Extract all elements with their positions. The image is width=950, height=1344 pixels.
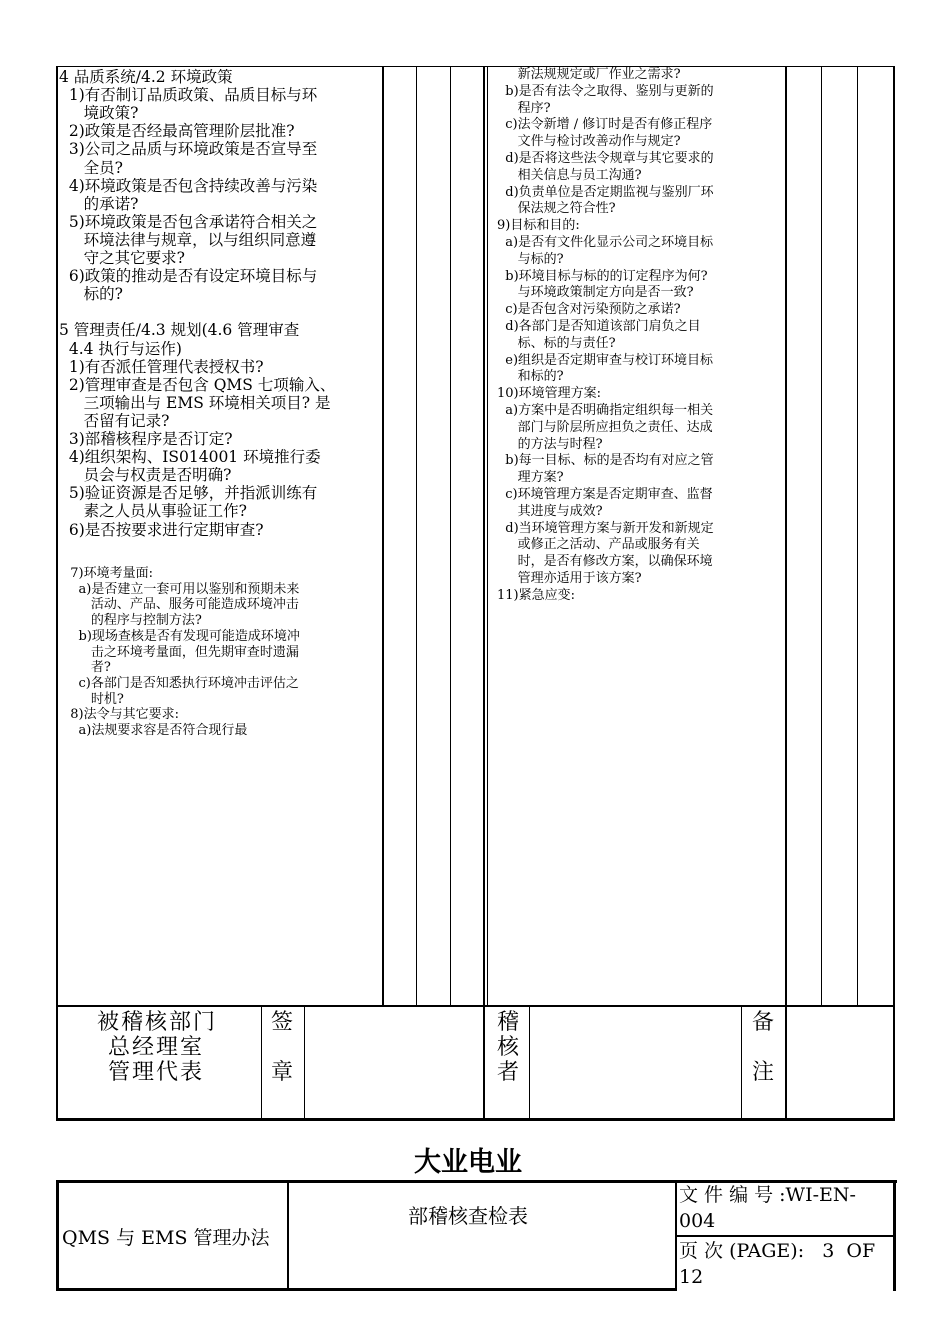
management-rep-label: 管理代表 xyxy=(108,1060,205,1085)
checklist-line: 2)政策是否经最高管理阶层批准? xyxy=(59,122,295,141)
col-divider xyxy=(416,66,417,1006)
checklist-line: 活动、产品、服务可能造成环境冲击 xyxy=(62,597,299,613)
table-border-left xyxy=(56,66,58,1121)
checklist-line: b)环境目标与标的的订定程序为何? xyxy=(497,268,708,284)
checklist-line: 4)环境政策是否包含持续改善与污染 xyxy=(59,176,318,195)
system-name: QMS 与 EMS 管理办法 xyxy=(62,1227,270,1249)
checklist-line: 程序? xyxy=(497,100,551,116)
checklist-line: b)现场查核是否有发现可能造成环境冲 xyxy=(62,628,300,644)
checklist-line: 否留有记录? xyxy=(59,411,170,430)
sig-divider xyxy=(261,1006,262,1119)
middle-divider xyxy=(483,66,485,1121)
checklist-line: 时机? xyxy=(62,691,124,707)
checklist-line: 11)紧急应变: xyxy=(497,587,575,603)
checklist-line: e)组织是否定期审查与校订环境目标 xyxy=(497,352,714,368)
checklist-line: a)法规要求容是否符合现行最 xyxy=(62,723,248,738)
checklist-line: c)环境管理方案是否定期审查、监督 xyxy=(497,487,713,502)
checklist-line: 2)管理审查是否包含 QMS 七项输入、 xyxy=(59,375,336,394)
checklist-line: 7)环境考量面: xyxy=(62,566,153,581)
checklist-line: 6)是否按要求进行定期审查? xyxy=(59,520,264,539)
auditor-label-3: 者 xyxy=(497,1060,522,1085)
col-divider xyxy=(857,66,858,1006)
checklist-line: 5)环境政策是否包含承诺符合相关之 xyxy=(59,212,318,231)
footer-border-left xyxy=(56,1180,59,1291)
checklist-line: c)是否包含对污染预防之承诺? xyxy=(497,302,681,318)
checklist-line: a)是否有文件化显示公司之环境目标 xyxy=(497,235,714,250)
remark-label-2: 注 xyxy=(752,1060,777,1085)
checklist-line: b)每一目标、标的是否均有对应之管 xyxy=(497,453,714,469)
table-border-top xyxy=(56,66,895,67)
checklist-line: 员会与权责是否明确? xyxy=(59,466,232,485)
checklist-line: 10)环境管理方案: xyxy=(497,386,601,402)
footer-border-bottom xyxy=(56,1288,676,1291)
doc-number-line2: 004 xyxy=(679,1210,716,1232)
audited-dept-label: 被稽核部门 xyxy=(97,1010,218,1035)
checklist-line: 9)目标和目的: xyxy=(497,218,580,234)
checklist-line: d)各部门是否知道该部门肩负之目 xyxy=(497,319,701,334)
checklist-line: 3)部稽核程序是否订定? xyxy=(59,430,233,448)
checklist-line: 境政策? xyxy=(59,104,139,123)
col-divider xyxy=(382,66,384,1006)
sign-label-2: 章 xyxy=(271,1060,296,1085)
page-number-line1: 页 次 (PAGE): 3 OF xyxy=(679,1240,876,1262)
checklist-line: 3)公司之品质与环境政策是否宣导至 xyxy=(59,140,318,159)
auditor-label-2: 核 xyxy=(497,1035,522,1060)
middle-divider-inner xyxy=(487,66,488,1006)
checklist-line: d)当环境管理方案与新开发和新规定 xyxy=(497,520,714,536)
checklist-line: 相关信息与员工沟通? xyxy=(497,167,642,183)
checklist-line: 的承诺? xyxy=(59,194,139,213)
col-divider xyxy=(785,66,787,1121)
table-border-bottom xyxy=(56,1118,895,1121)
checklist-line: b)是否有法令之取得、鉴别与更新的 xyxy=(497,83,714,99)
checklist-line: 者? xyxy=(62,660,111,676)
checklist-line: 5 管理责任/4.3 规划(4.6 管理审查 xyxy=(59,321,300,340)
checklist-line: 其进度与成效? xyxy=(497,503,603,519)
checklist-line: 1)有否制订品质政策、品质目标与环 xyxy=(59,86,318,105)
checklist-line: 三项输出与 EMS 环境相关项目? 是 xyxy=(59,393,331,412)
remark-label-1: 备 xyxy=(752,1010,777,1035)
company-name: 大业电业 xyxy=(414,1147,522,1178)
checklist-line: 标、标的与责任? xyxy=(497,335,616,351)
checklist-line: 与标的? xyxy=(497,251,564,267)
checklist-line: 环境法律与规章，以与组织同意遵 xyxy=(59,230,317,249)
form-title: 部稽核查检表 xyxy=(408,1204,528,1228)
checklist-line: 理方案? xyxy=(497,470,564,486)
page-number-line2: 12 xyxy=(679,1266,704,1288)
checklist-line: c)法令新增 / 修订时是否有修正程序 xyxy=(497,117,713,133)
checklist-line: 或修正之活动、产品或服务有关 xyxy=(497,537,700,553)
checklist-line: 6)政策的推动是否有设定环境目标与 xyxy=(59,267,318,286)
checklist-line: 1)有否派任管理代表授权书? xyxy=(59,357,264,376)
checklist-line: a)方案中是否明确指定组织每一相关 xyxy=(497,403,714,418)
col-divider xyxy=(450,66,451,1006)
sig-divider xyxy=(304,1006,305,1119)
checklist-line: 和标的? xyxy=(497,369,564,385)
checklist-line: 8)法令与其它要求: xyxy=(62,707,179,723)
table-border-right xyxy=(893,66,895,1121)
checklist-line: 新法规规定或厂作业之需求? xyxy=(497,67,681,82)
checklist-line: d)负责单位是否定期监视与鉴别厂环 xyxy=(497,184,714,200)
checklist-line: c)各部门是否知悉执行环境冲击评估之 xyxy=(62,675,299,691)
signature-field[interactable] xyxy=(306,1008,482,1116)
checklist-line: 文件与检讨改善动作与规定? xyxy=(497,134,681,150)
footer-divider xyxy=(287,1180,289,1291)
checklist-line: 击之环境考量面，但先期审查时遗漏 xyxy=(62,644,299,660)
checklist-line: 4 品质系统/4.2 环境政策 xyxy=(59,68,233,86)
sign-label-1: 签 xyxy=(271,1010,296,1035)
checklist-line: 管理亦适用于该方案? xyxy=(497,571,642,586)
checklist-line: 5)验证资源是否足够，并指派训练有 xyxy=(59,484,318,503)
checklist-line: 素之人员从事验证工作? xyxy=(59,502,247,521)
checklist-line: 时，是否有修改方案，以确保环境 xyxy=(497,554,713,570)
general-manager-office-label: 总经理室 xyxy=(108,1035,205,1060)
sig-divider xyxy=(741,1006,742,1119)
checklist-line: 4.4 执行与运作) xyxy=(59,339,182,358)
checklist-line: 与环境政策制定方向是否一致? xyxy=(497,285,694,301)
checklist-line: 守之其它要求? xyxy=(59,249,185,267)
checklist-line: 全员? xyxy=(59,158,123,177)
checklist-line: 的方法与时程? xyxy=(497,436,603,452)
footer-cell-divider xyxy=(676,1235,895,1237)
doc-number-line1: 文 件 编 号 :WI-EN- xyxy=(679,1184,856,1206)
remark-field[interactable] xyxy=(788,1008,892,1116)
checklist-line: 保法规之符合性? xyxy=(497,201,616,217)
checklist-line: 标的? xyxy=(59,285,123,304)
auditor-label-1: 稽 xyxy=(497,1010,522,1035)
signature-row-top xyxy=(56,1005,895,1007)
checklist-line: 4)组织架构、IS014001 环境推行委 xyxy=(59,448,321,467)
checklist-line: a)是否建立一套可用以鉴别和预期未来 xyxy=(62,581,300,597)
sig-divider xyxy=(529,1006,530,1119)
checklist-line: 的程序与控制方法? xyxy=(62,613,202,629)
footer-border-top xyxy=(56,1180,897,1183)
auditor-field[interactable] xyxy=(531,1008,739,1116)
checklist-line: d)是否将这些法令规章与其它要求的 xyxy=(497,151,714,166)
checklist-line: 部门与阶层所应担负之责任、达成 xyxy=(497,419,713,435)
col-divider xyxy=(821,66,822,1006)
